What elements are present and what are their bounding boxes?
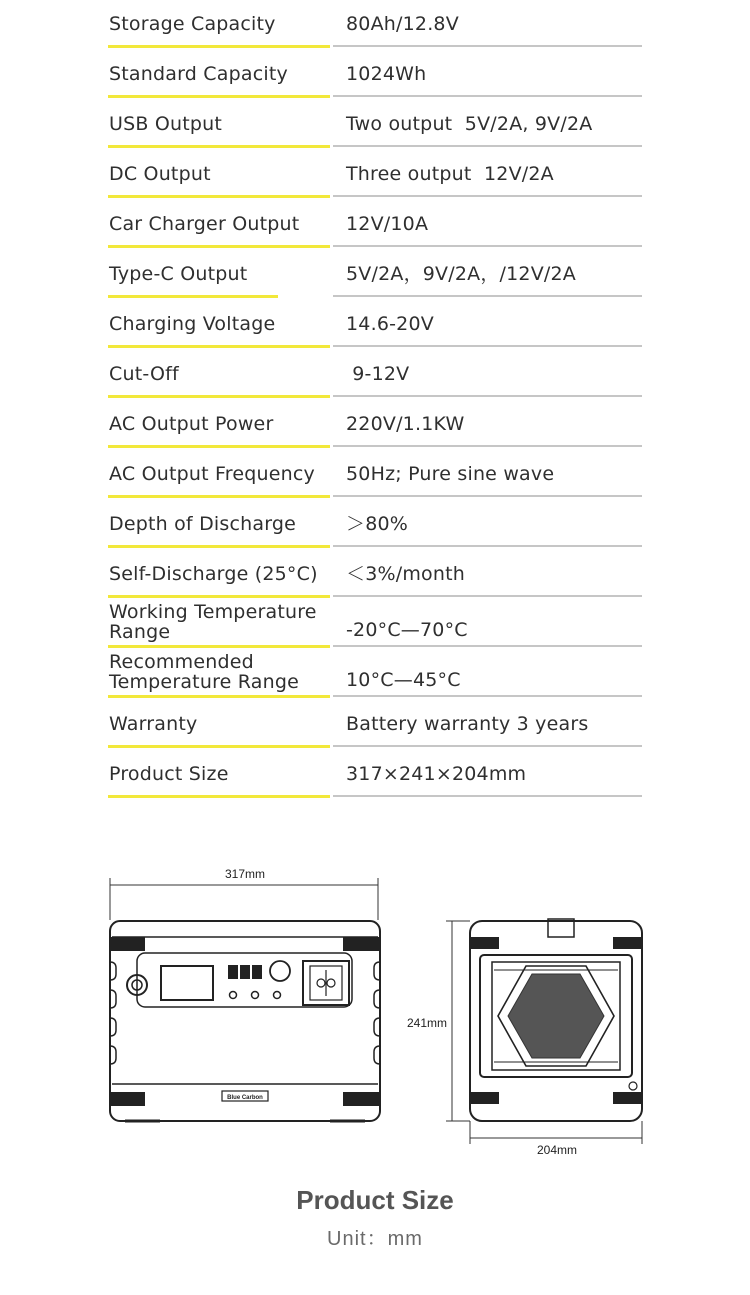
spec-label: Working Temperature Range [109,601,317,643]
spec-value: 1024Wh [346,63,427,85]
spec-value: 9-12V [346,363,410,385]
spec-value: 317×241×204mm [346,763,527,785]
spec-value: ＜3%/month [346,563,466,585]
label-underline [108,245,330,248]
label-underline [108,45,330,48]
spec-row [108,300,642,350]
spec-row [108,450,642,500]
spec-row [108,750,642,800]
spec-value: ＞80% [346,513,409,535]
label-underline [108,145,330,148]
spec-label: AC Output Power [109,413,274,435]
spec-label: DC Output [109,163,211,185]
spec-label: Type-C Output [109,263,248,285]
width-dimension [110,878,378,920]
spec-value: 80Ah/12.8V [346,13,459,35]
value-divider [333,295,642,297]
value-divider [333,95,642,97]
brand-plate-text: Blue Carbon [227,1095,263,1101]
spec-label: Depth of Discharge [109,513,297,535]
spec-row [108,150,642,200]
spec-value: 12V/10A [346,213,429,235]
spec-row [108,500,642,550]
spec-value: 10°C—45°C [346,669,461,691]
spec-row [108,50,642,100]
label-underline [108,695,330,698]
unit-caption: Unit：mm [327,1228,423,1250]
spec-row [108,0,642,50]
label-underline [108,595,330,598]
spec-label: Cut-Off [109,363,179,385]
spec-row [108,100,642,150]
value-divider [333,595,642,597]
spec-value: 220V/1.1KW [346,413,465,435]
spec-label: Car Charger Output [109,213,300,235]
spec-value: 14.6-20V [346,313,434,335]
label-underline [108,645,330,648]
value-divider [333,145,642,147]
spec-label: USB Output [109,113,223,135]
spec-label: Product Size [109,763,229,785]
height-dimension [446,921,470,1121]
value-divider [333,395,642,397]
spec-row [108,200,642,250]
value-divider [333,245,642,247]
label-underline [108,95,330,98]
width-label: 317mm [224,867,266,881]
label-underline [108,395,330,398]
spec-value: 5V/2A，9V/2A，/12V/2A [346,263,577,285]
value-divider [333,645,642,647]
value-divider [333,545,642,547]
spec-row [108,550,642,600]
dimension-drawing [0,850,750,1160]
value-divider [333,695,642,697]
label-underline [108,495,330,498]
front-view [110,921,380,1121]
spec-label: Storage Capacity [109,13,276,35]
value-divider [333,195,642,197]
value-divider [333,795,642,797]
spec-value: Three output 12V/2A [346,163,554,185]
spec-value: Battery warranty 3 years [346,713,589,735]
spec-row [108,600,642,650]
height-label: 241mm [406,1016,448,1030]
spec-row [108,350,642,400]
label-underline [108,195,330,198]
spec-label: Charging Voltage [109,313,276,335]
spec-row [108,400,642,450]
spec-row [108,650,642,700]
value-divider [333,495,642,497]
value-divider [333,345,642,347]
value-divider [333,445,642,447]
label-underline [108,345,330,348]
spec-value: 50Hz; Pure sine wave [346,463,555,485]
side-view [470,919,642,1121]
label-underline [108,745,330,748]
depth-label: 204mm [536,1143,578,1157]
spec-label: Recommended Temperature Range [109,651,300,693]
depth-dimension [470,1121,642,1144]
spec-row [108,250,642,300]
spec-label: Standard Capacity [109,63,288,85]
spec-label: Self-Discharge (25°C) [109,563,318,585]
label-underline [108,295,278,298]
value-divider [333,45,642,47]
spec-value: Two output 5V/2A, 9V/2A [346,113,593,135]
value-divider [333,745,642,747]
label-underline [108,545,330,548]
spec-label: AC Output Frequency [109,463,315,485]
section-title: Product Size [296,1185,454,1215]
label-underline [108,795,330,798]
spec-label: Warranty [109,713,198,735]
label-underline [108,445,330,448]
spec-row [108,700,642,750]
spec-value: -20°C—70°C [346,619,468,641]
